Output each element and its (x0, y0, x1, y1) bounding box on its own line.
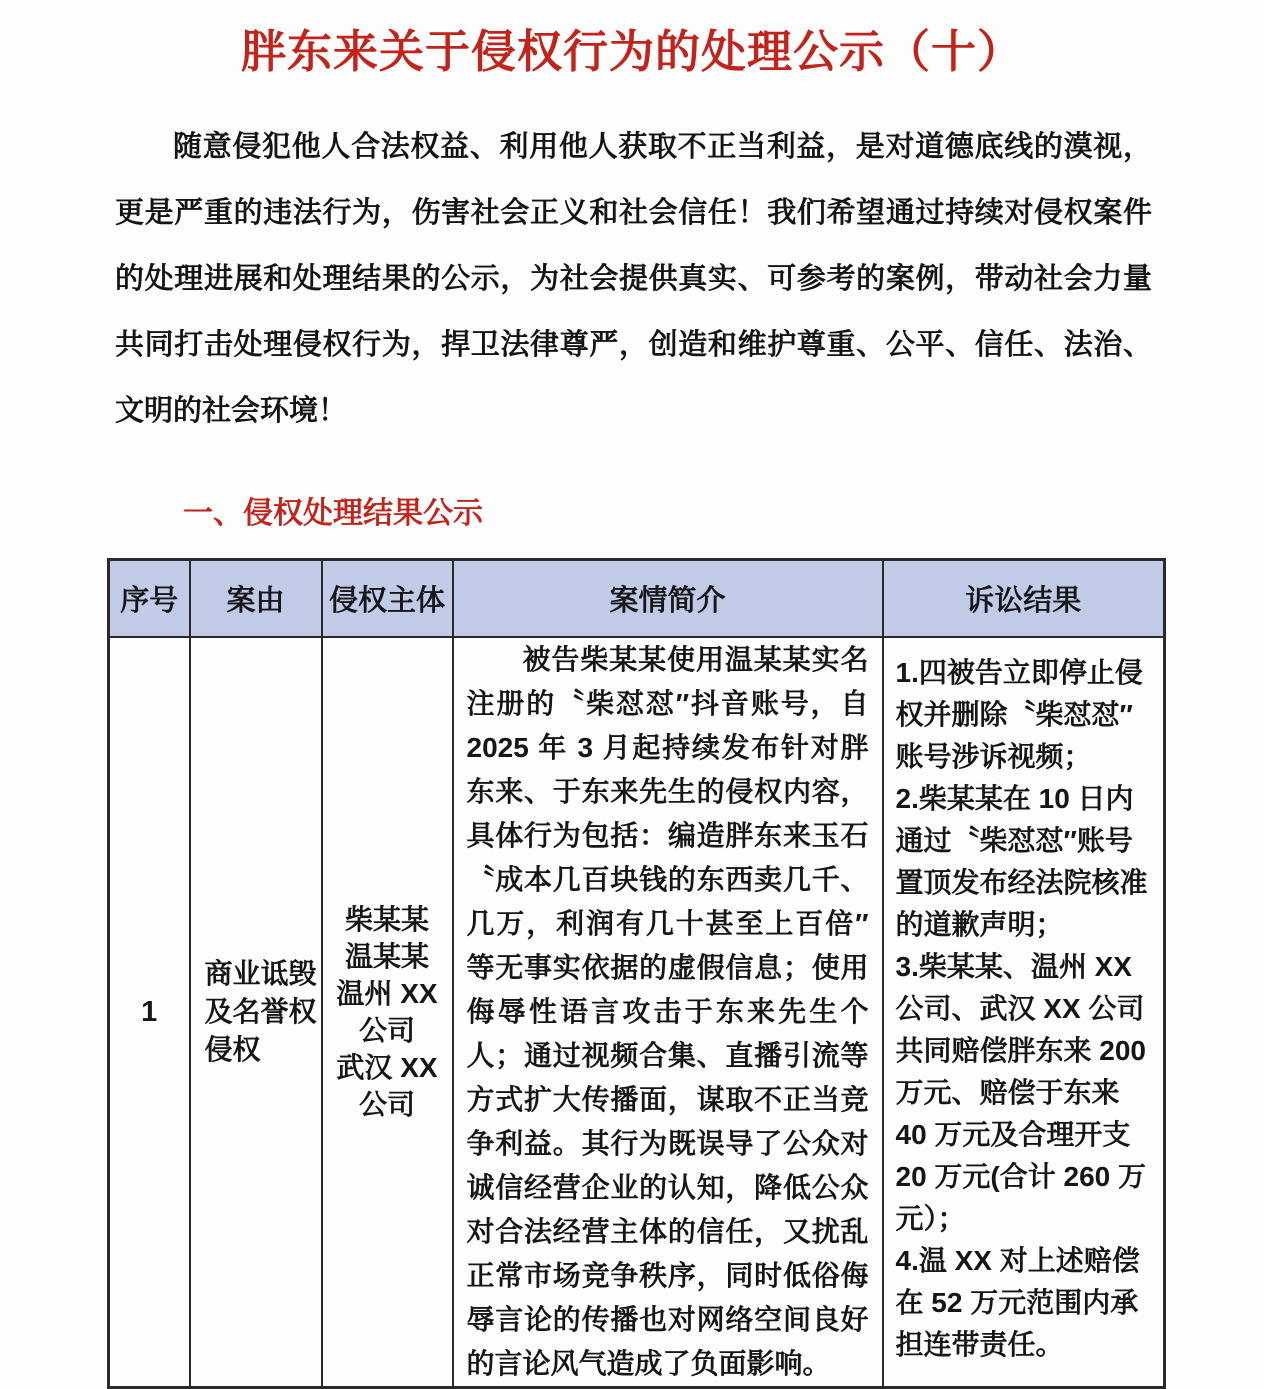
judgment-item: 3.柴某某、温州 XX 公司、武汉 XX 公司共同赔偿胖东来 200 万元、赔偿于东来 40 万元及合理开支 20 万元(合计 260 万元）； (895, 951, 1147, 1235)
party-line: 公司 (358, 1015, 415, 1047)
party-line: 公司 (358, 1089, 415, 1121)
judgment-item: 4.温 XX 对上述赔偿在 52 万元范围内承担连带责任。 (895, 1245, 1140, 1361)
parties-cell (322, 637, 453, 1388)
cause-line: 商业诋毁 (204, 958, 317, 990)
case-summary-cell (453, 637, 883, 1388)
case-summary-text: 被告柴某某使用温某某实名注册的〝柴怼怼″抖音账号，自 2025 年 3 月起持续发布针对胖东来、于东来先生的侵权内容，具体行为包括：编造胖东来玉石〝成本几百块钱的东西卖几千、几万，利润有几十甚至上百倍″等无事实依据的虚假信息；使用侮辱性语言攻击于东来先生个人；通过视频合集、直播引流等方式扩大传播面，谋取不正当竞争利益。其行为既误导了公众对诚信经营企业的认知，降低公众对合法经营主体的信任，又扰乱正常市场竞争秩序，同时低俗侮辱言论的传播也对网络空间良好的言论风气造成了负面影响。 (466, 644, 869, 1380)
judgment-cell (883, 637, 1165, 1388)
cause-cell (190, 637, 322, 1388)
cause-line: 侵权 (204, 1034, 261, 1066)
cause-line: 及名誉权 (204, 996, 317, 1028)
results-table (107, 558, 1166, 1389)
page-title: 胖东来关于侵权行为的处理公示（十） (240, 26, 1023, 77)
col-header-index: 序号 (109, 559, 190, 637)
party-line: 柴某某 (344, 904, 429, 936)
section-heading: 一、侵权处理结果公示 (183, 496, 483, 530)
row-index-cell: 1 (109, 637, 190, 1388)
col-header-parties: 侵权主体 (322, 559, 453, 637)
party-line: 温某某 (344, 941, 429, 973)
col-header-result: 诉讼结果 (883, 559, 1165, 637)
party-line: 温州 XX (336, 978, 438, 1010)
judgment-item: 1.四被告立即停止侵权并删除〝柴怼怼″账号涉诉视频； (895, 657, 1143, 773)
col-header-summary: 案情简介 (453, 559, 883, 637)
judgment-item: 2.柴某某在 10 日内通过〝柴怼怼″账号置顶发布经法院核准的道歉声明； (895, 783, 1148, 941)
table-row (109, 637, 1165, 1388)
party-line: 武汉 XX (336, 1052, 438, 1084)
table-header-row (109, 559, 1165, 637)
intro-paragraph: 随意侵犯他人合法权益、利用他人获取不正当利益，是对道德底线的漠视，更是严重的违法行为，伤害社会正义和社会信任！我们希望通过持续对侵权案件的处理进展和处理结果的公示，为社会提供真实、可参考的案例，带动社会力量共同打击处理侵权行为，捍卫法律尊严，创造和维护尊重、公平、信任、法治、文明的社会环境！ (115, 130, 1152, 427)
col-header-cause: 案由 (190, 559, 322, 637)
